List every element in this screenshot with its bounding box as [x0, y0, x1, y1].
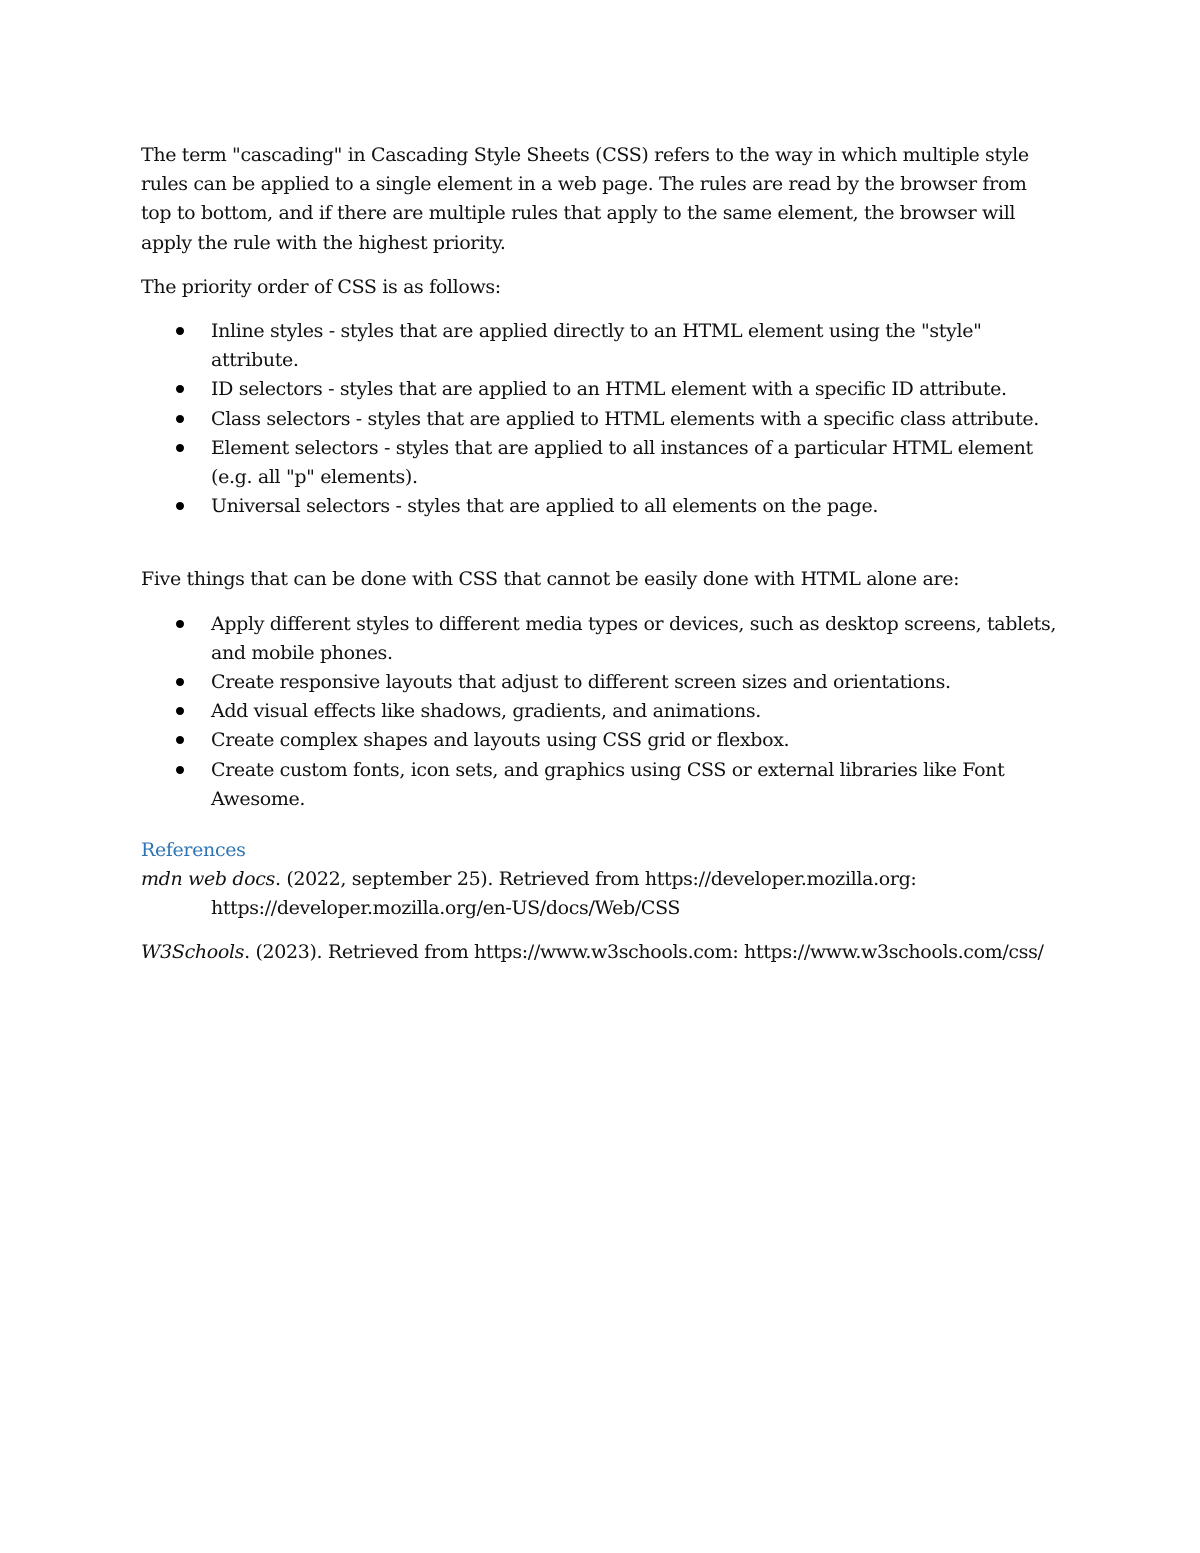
list-item: Class selectors - styles that are applied to HTML elements with a specific class attribute.: [211, 405, 1061, 434]
intro-paragraph: The term "cascading" in Cascading Style Sheets (CSS) refers to the way in which multiple style rules can be applied to a single element in a web page. The rules are read by the browser from top to bottom, and if there are multiple rules that apply to the same element, the browser will apply the rule with the highest priority.: [141, 144, 1029, 254]
reference-details: . (2022, september 25). Retrieved from https://developer.mozilla.org: https://developer.mozilla.org/en-US/docs/Web/CSS: [211, 868, 917, 920]
reference-details: . (2023). Retrieved from https://www.w3schools.com: https://www.w3schools.com/css/: [244, 940, 1044, 963]
five-things-list: [141, 610, 1061, 814]
reference-entry: [141, 938, 1061, 967]
list-item: ID selectors - styles that are applied to an HTML element with a specific ID attribute.: [211, 375, 1061, 404]
reference-title: W3Schools: [141, 940, 245, 963]
list-item: Element selectors - styles that are applied to all instances of a particular HTML element (e.g. all "p" elements).: [211, 434, 1061, 492]
list-item: Universal selectors - styles that are applied to all elements on the page.: [211, 492, 1061, 521]
list-item: Inline styles - styles that are applied directly to an HTML element using the "style" attribute.: [211, 317, 1061, 375]
five-things-intro: Five things that can be done with CSS that cannot be easily done with HTML alone are:: [141, 568, 960, 591]
list-item: Create responsive layouts that adjust to different screen sizes and orientations.: [211, 668, 1061, 697]
references-heading: References: [141, 839, 246, 862]
list-item: Create complex shapes and layouts using CSS grid or flexbox.: [211, 726, 1061, 755]
reference-entry: [141, 865, 1061, 923]
reference-title: mdn web docs: [141, 868, 275, 891]
list-item: Create custom fonts, icon sets, and graphics using CSS or external libraries like Font Awesome.: [211, 756, 1061, 814]
priority-intro: The priority order of CSS is as follows:: [141, 275, 501, 298]
priority-list: [141, 317, 1061, 521]
list-item: Add visual effects like shadows, gradients, and animations.: [211, 697, 1061, 726]
list-item: Apply different styles to different media types or devices, such as desktop screens, tablets, and mobile phones.: [211, 610, 1061, 668]
